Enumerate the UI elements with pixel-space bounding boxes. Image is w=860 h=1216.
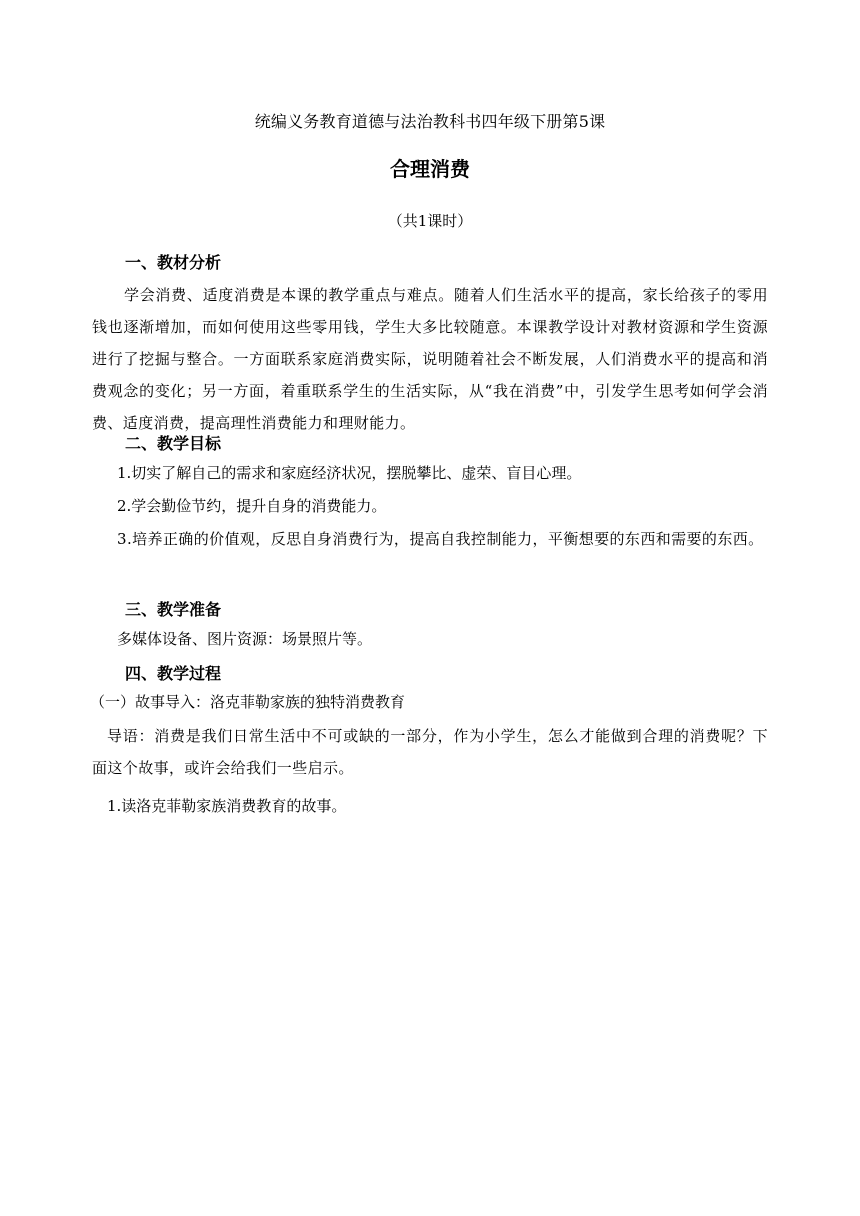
section-heading-preparation: 三、教学准备 bbox=[125, 600, 222, 619]
preparation-text: 多媒体设备、图片资源：场景照片等。 bbox=[117, 630, 373, 648]
page-title: 合理消费 bbox=[390, 157, 470, 181]
goal-item-1: 1.切实了解自己的需求和家庭经济状况，摆脱攀比、虚荣、盲目心理。 bbox=[117, 464, 582, 482]
section-heading-goals: 二、教学目标 bbox=[125, 434, 222, 453]
process-subheading: （一）故事导入：洛克菲勒家族的独特消费教育 bbox=[90, 693, 406, 711]
document-header: 统编义务教育道德与法治教科书四年级下册第5课 bbox=[254, 112, 606, 131]
analysis-paragraph: 学会消费、适度消费是本课的教学重点与难点。随着人们生活水平的提高，家长给孩子的零用钱也逐渐增加，而如何使用这些零用钱，学生大多比较随意。本课教学设计对教材资源和学生资源进行了挖掘与整合。一方面联系家庭消费实际，说明随着社会不断发展，人们消费水平的提高和消费观念的变化；另一方面，着重联系学生的生活实际，从“我在消费”中，引发学生思考如何学会消费、适度消费，提高理性消费能力和理财能力。 bbox=[92, 286, 768, 432]
process-step-1: 1.读洛克菲勒家族消费教育的故事。 bbox=[107, 797, 347, 815]
goal-item-3: 3.培养正确的价值观，反思自身消费行为，提高自我控制能力，平衡想要的东西和需要的东西。 bbox=[117, 530, 764, 548]
lesson-duration: （共1课时） bbox=[387, 212, 473, 230]
process-intro: 导语：消费是我们日常生活中不可或缺的一部分，作为小学生，怎么才能做到合理的消费呢？下面这个故事，或许会给我们一些启示。 bbox=[92, 727, 768, 777]
section-heading-analysis: 一、教材分析 bbox=[125, 253, 222, 272]
goal-item-2: 2.学会勤俭节约，提升自身的消费能力。 bbox=[117, 497, 387, 515]
section-heading-process: 四、教学过程 bbox=[125, 664, 222, 683]
